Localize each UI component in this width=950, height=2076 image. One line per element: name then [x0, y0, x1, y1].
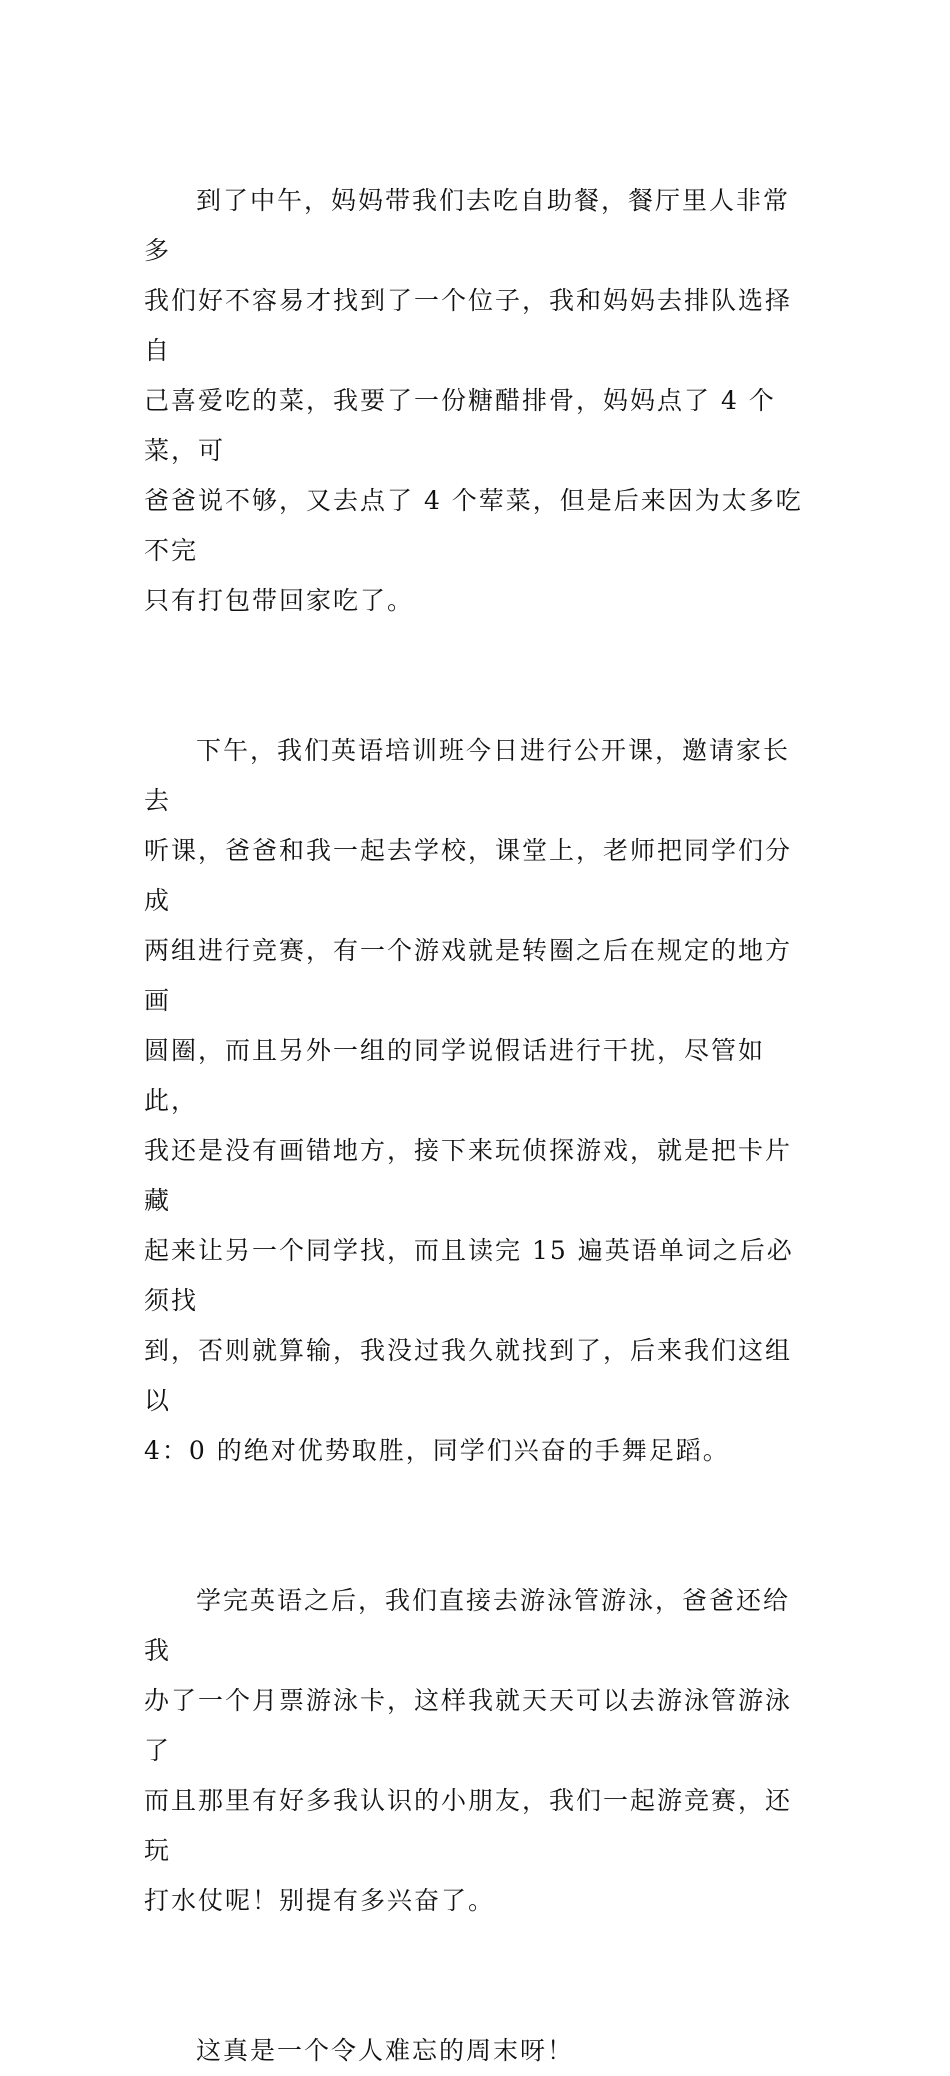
paragraph-spacer — [144, 1476, 808, 1526]
paragraph-line: 我们好不容易才找到了一个位子，我和妈妈去排队选择自 — [144, 286, 793, 365]
paragraph-line: 爸爸说不够，又去点了 4 个荤菜，但是后来因为太多吃不完 — [144, 486, 803, 565]
paragraph-line: 到，否则就算输，我没过我久就找到了，后来我们这组以 — [144, 1336, 793, 1415]
paragraph-spacer — [144, 1976, 808, 2026]
paragraph-spacer — [144, 676, 808, 726]
paragraph-line: 起来让另一个同学找，而且读完 15 遍英语单词之后必须找 — [144, 1236, 794, 1315]
paragraph-line: 我还是没有画错地方，接下来玩侦探游戏，就是把卡片藏 — [144, 1136, 793, 1215]
paragraph-line: 学完英语之后，我们直接去游泳管游泳，爸爸还给我 — [144, 1586, 791, 1665]
paragraph-lunch — [144, 176, 808, 626]
paragraph-line: 下午，我们英语培训班今日进行公开课，邀请家长去 — [144, 736, 791, 815]
paragraph-line: 4：0 的绝对优势取胜，同学们兴奋的手舞足蹈。 — [144, 1436, 730, 1465]
paragraph-line: 只有打包带回家吃了。 — [144, 586, 415, 615]
paragraph-line: 这真是一个令人难忘的周末呀！ — [196, 2036, 575, 2065]
paragraph-line: 办了一个月票游泳卡，这样我就天天可以去游泳管游泳了 — [144, 1686, 793, 1765]
paragraph-spacer — [144, 626, 808, 676]
paragraph-line: 圆圈，而且另外一组的同学说假话进行干扰，尽管如此， — [144, 1036, 766, 1115]
paragraph-spacer — [144, 1926, 808, 1976]
paragraph-line: 己喜爱吃的菜，我要了一份糖醋排骨，妈妈点了 4 个菜，可 — [144, 386, 776, 465]
paragraph-line: 两组进行竞赛，有一个游戏就是转圈之后在规定的地方画 — [144, 936, 793, 1015]
paragraph-line: 听课，爸爸和我一起去学校，课堂上，老师把同学们分成 — [144, 836, 793, 915]
paragraph-line: 打水仗呢！别提有多兴奋了。 — [144, 1886, 496, 1915]
paragraph-swimming — [144, 1576, 808, 1926]
paragraph-line: 到了中午，妈妈带我们去吃自助餐，餐厅里人非常多 — [144, 186, 791, 265]
paragraph-afternoon — [144, 726, 808, 1476]
paragraph-line: 而且那里有好多我认识的小朋友，我们一起游竞赛，还玩 — [144, 1786, 793, 1865]
paragraph-spacer — [144, 1526, 808, 1576]
paragraph-conclusion — [144, 2026, 808, 2076]
document-body — [144, 176, 808, 2076]
